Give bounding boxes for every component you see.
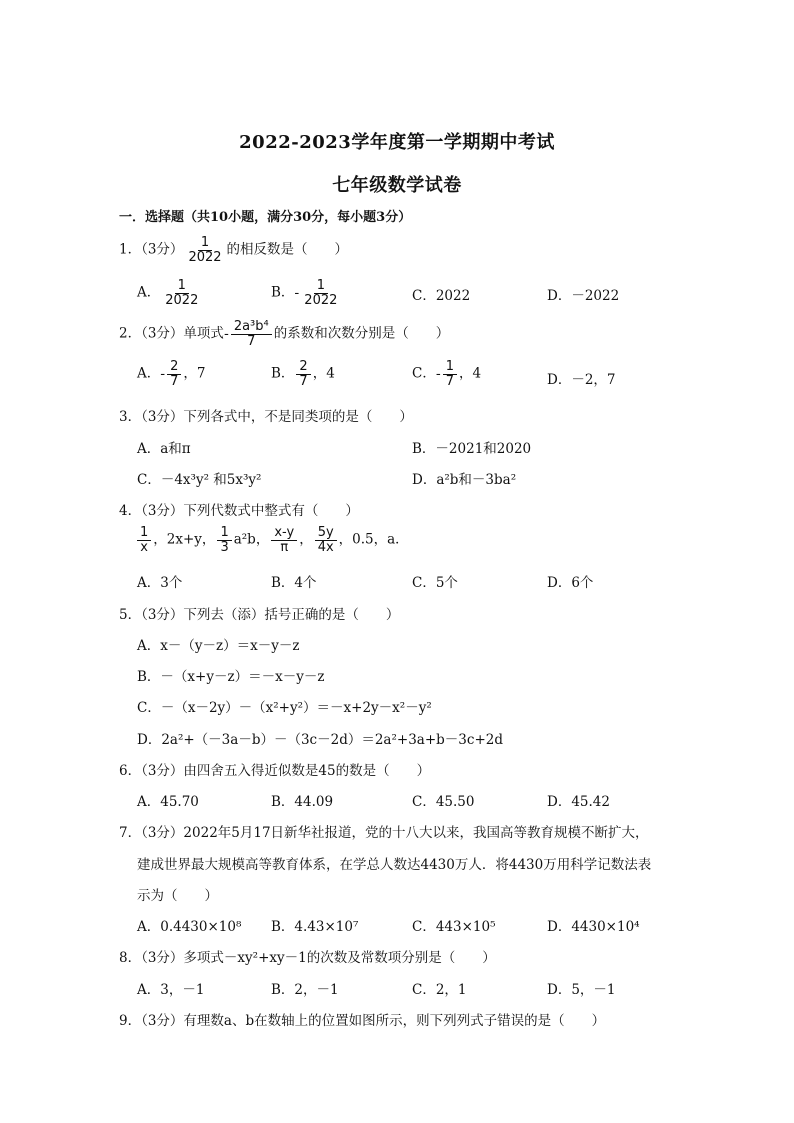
q6-option-b[interactable]: B．44.09 <box>271 794 334 810</box>
q1-a-num: 1 <box>175 279 189 294</box>
q2-suffix: 的系数和次数分别是（ ） <box>273 325 450 342</box>
question-5: 5．（3分）下列去（添）括号正确的是（ ） <box>119 607 400 623</box>
q8-option-b[interactable]: B．2，－1 <box>271 982 339 998</box>
q2-prefix: 2．（3分）单项式 <box>119 325 224 342</box>
q2-a-label: A． <box>137 365 161 382</box>
q3-option-d[interactable]: D．a²b和－3ba² <box>412 472 517 488</box>
q2-a-tail: ，7 <box>183 365 206 382</box>
q1-option-a[interactable] <box>137 279 203 307</box>
q2-c-label: C． <box>412 365 436 382</box>
q4-expr-2: ，2x+y， <box>153 531 216 548</box>
q2-c-sign: - <box>435 366 441 383</box>
q4-option-c[interactable]: C．5个 <box>412 575 458 591</box>
q4-option-a[interactable]: A．3个 <box>137 575 183 591</box>
question-1 <box>119 236 348 264</box>
q3-option-c[interactable]: C．－4x³y² 和5x³y² <box>137 472 262 488</box>
q4-e5-num: 5y <box>315 526 337 541</box>
q2-b-den: 7 <box>299 373 308 389</box>
q5-option-b[interactable]: B．－（x+y－z）＝－x－y－z <box>137 669 325 685</box>
q4-expr-6: ，0.5，a． <box>338 531 409 548</box>
q1-a-den: 2022 <box>165 292 199 308</box>
question-7-line-1: 7．（3分）2022年5月17日新华社报道，党的十八大以来，我国高等教育规模不断扩大， <box>119 825 649 841</box>
q4-expressions: $\frac{1}{x}$ ，2x+y， $\frac{1}{3}$ a²b， $\frac{x-y}{\pi}$ ， $\frac{5y}{4x}$ ，0.5，a． <box>135 526 409 554</box>
q4-expr-5 <box>315 526 337 554</box>
q2-c-num: 1 <box>443 360 457 375</box>
q8-option-d[interactable]: D．5，－1 <box>547 982 616 998</box>
question-4: 4．（3分）下列代数式中整式有（ ） <box>119 503 359 519</box>
q4-e1-den: x <box>140 539 148 555</box>
q1-option-d[interactable]: D．－2022 <box>547 288 620 304</box>
q5-option-c[interactable]: C．－（x－2y）－（x²+y²）＝－x+2y－x²－y² <box>137 700 432 716</box>
exam-title: 2022-2023学年度第一学期期中考试 <box>239 132 555 153</box>
q2-a-den: 7 <box>170 373 179 389</box>
q2-sign: - <box>223 326 229 343</box>
q2-b-tail: ，4 <box>312 365 335 382</box>
q2-a-fraction <box>167 360 181 388</box>
q1-frac-den: 2022 <box>188 249 222 265</box>
q2-fraction <box>231 320 272 348</box>
q2-c-fraction <box>443 360 457 388</box>
section-heading: 一．选择题（共10小题，满分30分，每小题3分） <box>119 210 412 225</box>
q2-c-den: 7 <box>445 373 454 389</box>
q2-a-sign: - <box>160 366 166 383</box>
q1-option-c[interactable]: C．2022 <box>412 288 471 304</box>
q1-prefix: 1．（3分） <box>119 241 184 258</box>
q2-b-num: 2 <box>296 360 310 375</box>
q6-option-d[interactable]: D．45.42 <box>547 794 610 810</box>
q1-suffix: 的相反数是（ ） <box>226 241 349 258</box>
q1-b-label: B． <box>271 284 295 301</box>
q4-expr-4 <box>271 526 297 554</box>
q1-frac-num: 1 <box>198 236 212 251</box>
q2-c-tail: ，4 <box>459 365 482 382</box>
q3-option-b[interactable]: B．－2021和2020 <box>412 441 532 457</box>
q1-a-fraction <box>162 279 201 307</box>
q7-option-b[interactable]: B．4.43×10⁷ <box>271 919 359 935</box>
q1-fraction <box>185 236 224 264</box>
question-7-line-2: 建成世界最大规模高等教育体系，在学总人数达4430万人．将4430万用科学记数法表 <box>137 857 652 873</box>
q8-option-c[interactable]: C．2，1 <box>412 982 467 998</box>
q8-option-a[interactable]: A．3，－1 <box>137 982 205 998</box>
q1-b-num: 1 <box>314 279 328 294</box>
q6-option-c[interactable]: C．45.50 <box>412 794 475 810</box>
q4-e3-den: 3 <box>220 539 229 555</box>
q2-option-d[interactable]: D．－2，7 <box>547 372 616 388</box>
q1-option-b[interactable] <box>271 279 342 307</box>
q6-option-a[interactable]: A．45.70 <box>137 794 199 810</box>
question-6: 6．（3分）由四舍五入得近似数是45的数是（ ） <box>119 763 431 779</box>
q1-b-fraction <box>301 279 340 307</box>
q2-option-a[interactable] <box>137 360 206 388</box>
q2-option-c[interactable] <box>412 360 481 388</box>
q7-option-a[interactable]: A．0.4430×10⁸ <box>137 919 242 935</box>
q1-b-sign: - <box>294 285 300 302</box>
q4-e5-den: 4x <box>317 539 334 555</box>
question-9: 9．（3分）有理数a、b在数轴上的位置如图所示，则下列列式子错误的是（ ） <box>119 1013 606 1029</box>
q2-option-b[interactable] <box>271 360 335 388</box>
q2-b-label: B． <box>271 365 295 382</box>
q5-option-a[interactable]: A．x－（y－z）＝x－y－z <box>137 638 300 654</box>
exam-subtitle: 七年级数学试卷 <box>332 175 462 196</box>
q2-frac-num: 2a³b⁴ <box>231 320 272 335</box>
q4-e3-tail: a²b， <box>233 531 270 548</box>
q2-a-num: 2 <box>167 360 181 375</box>
q4-expr-1 <box>137 526 151 554</box>
question-7-line-3: 示为（ ） <box>137 888 218 904</box>
q4-option-b[interactable]: B．4个 <box>271 575 317 591</box>
question-8: 8．（3分）多项式－xy²+xy－1的次数及常数项分别是（ ） <box>119 950 496 966</box>
q4-e4-num: x-y <box>271 526 297 541</box>
q4-e4-den: π <box>280 539 289 555</box>
q4-e1-num: 1 <box>137 526 151 541</box>
q3-option-a[interactable]: A．a和π <box>137 441 191 457</box>
q4-option-d[interactable]: D．6个 <box>547 575 594 591</box>
q7-option-c[interactable]: C．443×10⁵ <box>412 919 496 935</box>
q1-b-den: 2022 <box>304 292 338 308</box>
q2-frac-den: 7 <box>247 333 256 349</box>
q5-option-d[interactable]: D．2a²+（－3a－b）－（3c－2d）＝2a²+3a+b－3c+2d <box>137 732 503 748</box>
q2-b-fraction <box>296 360 310 388</box>
q4-expr-3 <box>217 526 231 554</box>
q4-e3-num: 1 <box>217 526 231 541</box>
question-2 <box>119 320 449 348</box>
q1-a-label: A． <box>137 284 161 301</box>
q7-option-d[interactable]: D．4430×10⁴ <box>547 919 640 935</box>
question-3: 3．（3分）下列各式中，不是同类项的是（ ） <box>119 409 413 425</box>
